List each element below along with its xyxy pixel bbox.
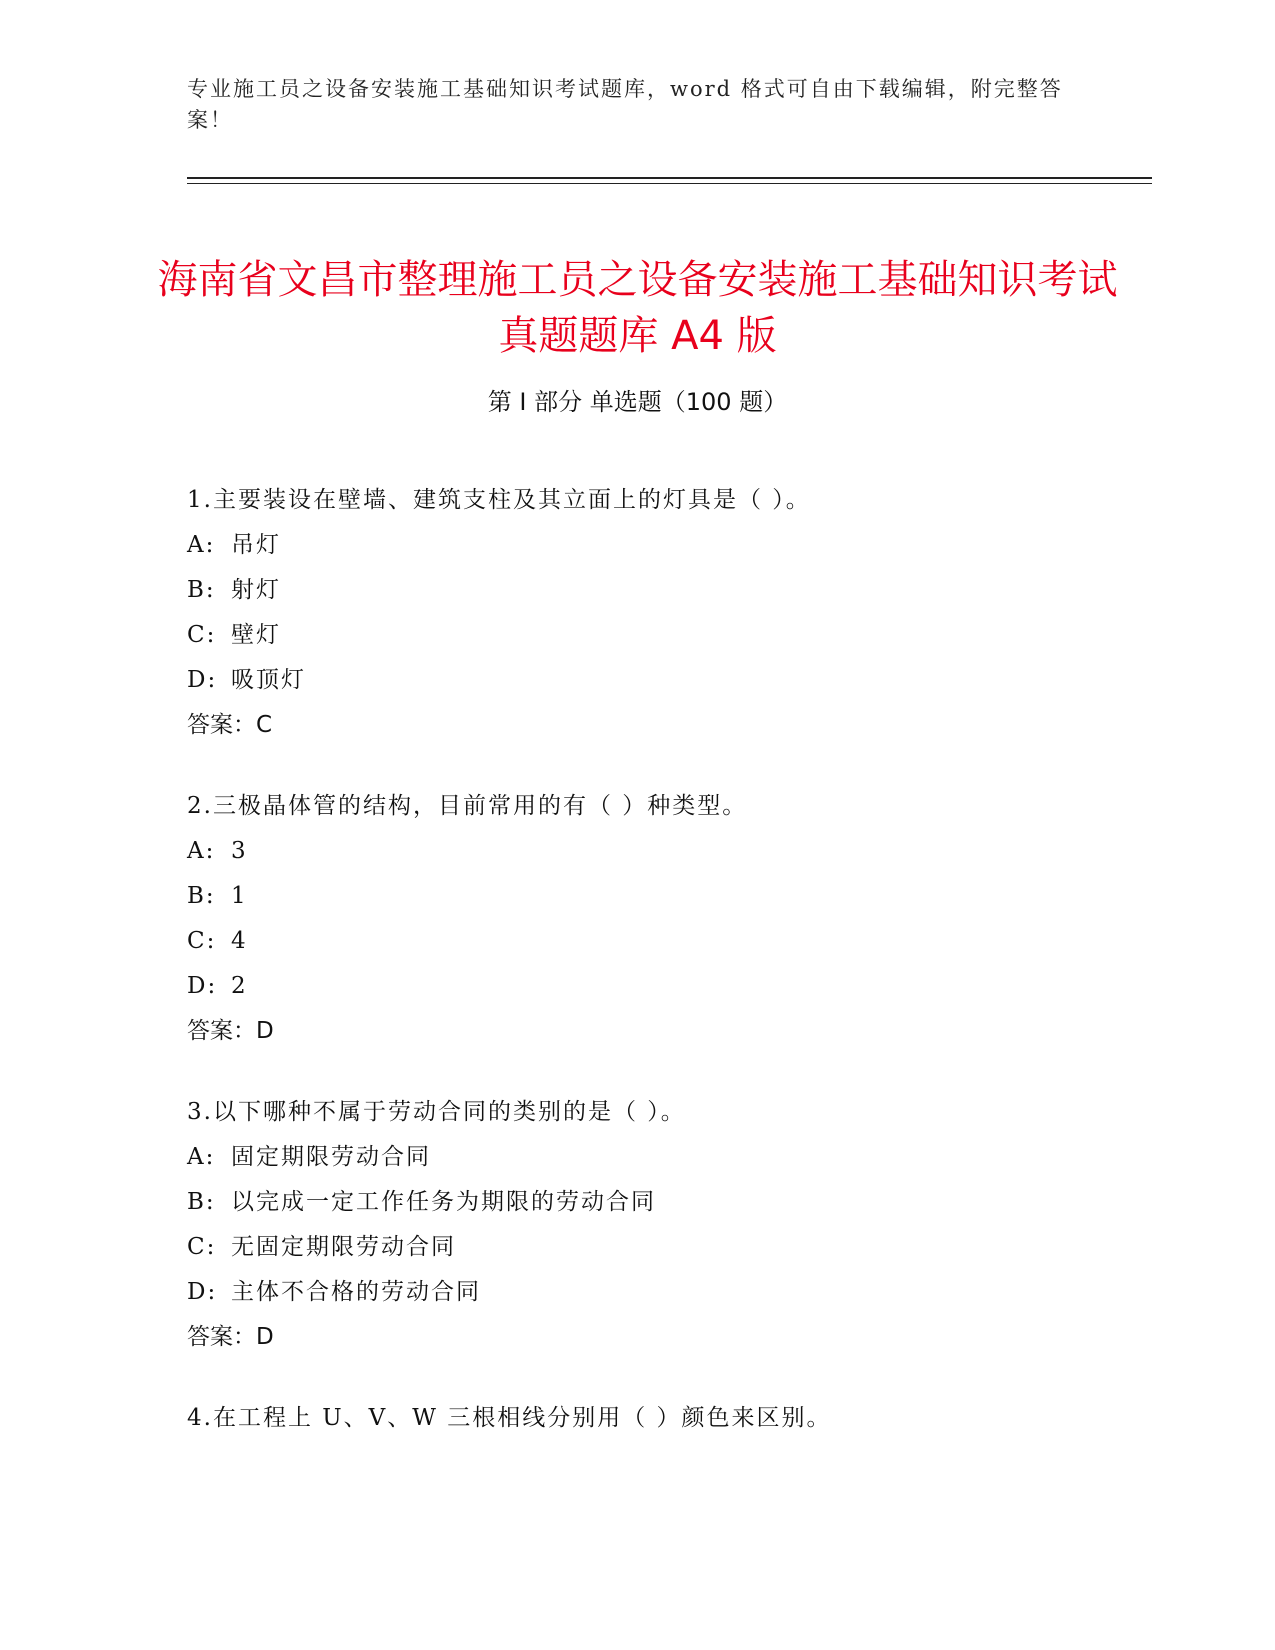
question-4 [187, 1396, 1147, 1441]
option-d [187, 964, 1147, 1009]
option-letter: A: [187, 1144, 216, 1170]
option-text: 固定期限劳动合同 [231, 1144, 431, 1170]
question-list [187, 478, 1147, 1477]
option-text: 主体不合格的劳动合同 [231, 1279, 481, 1305]
question-stem: 4.在工程上 U、V、W 三根相线分别用（ ）颜色来区别。 [187, 1405, 832, 1431]
option-b [187, 1180, 1147, 1225]
option-letter: C: [187, 928, 217, 954]
option-text: 4 [231, 928, 248, 954]
option-a [187, 523, 1147, 568]
header-divider-thick [187, 177, 1152, 179]
option-letter: A: [187, 838, 216, 864]
option-letter: B: [187, 883, 216, 909]
answer: 答案：D [187, 1324, 274, 1350]
option-text: 2 [231, 973, 248, 999]
section-title: 第 I 部分 单选题（100 题） [487, 388, 788, 416]
option-text: 壁灯 [231, 622, 281, 648]
option-a [187, 829, 1147, 874]
option-text: 吊灯 [231, 532, 281, 558]
document-title: 海南省文昌市整理施工员之设备安装施工基础知识考试真题题库 A4 版 [157, 256, 1118, 359]
question-stem: 3.以下哪种不属于劳动合同的类别的是（ ）。 [187, 1099, 686, 1125]
option-text: 1 [231, 883, 248, 909]
question-stem: 1.主要装设在壁墙、建筑支柱及其立面上的灯具是（ ）。 [187, 487, 811, 513]
option-letter: B: [187, 1189, 216, 1215]
option-text: 射灯 [231, 577, 281, 603]
option-letter: C: [187, 622, 217, 648]
option-c [187, 1225, 1147, 1270]
option-c [187, 919, 1147, 964]
option-letter: A: [187, 532, 216, 558]
option-text: 3 [231, 838, 248, 864]
option-a [187, 1135, 1147, 1180]
question-1 [187, 478, 1147, 748]
option-d [187, 658, 1147, 703]
option-letter: D: [187, 667, 218, 693]
option-letter: D: [187, 973, 218, 999]
option-c [187, 613, 1147, 658]
option-text: 无固定期限劳动合同 [231, 1234, 456, 1260]
option-d [187, 1270, 1147, 1315]
answer: 答案：C [187, 712, 273, 738]
question-3 [187, 1090, 1147, 1360]
option-letter: B: [187, 577, 216, 603]
option-b [187, 874, 1147, 919]
option-text: 吸顶灯 [231, 667, 306, 693]
header-divider-thin [187, 183, 1152, 184]
option-letter: C: [187, 1234, 217, 1260]
option-letter: D: [187, 1279, 218, 1305]
answer: 答案：D [187, 1018, 274, 1044]
header-note: 专业施工员之设备安装施工基础知识考试题库，word 格式可自由下载编辑，附完整答案！ [187, 77, 1063, 132]
option-b [187, 568, 1147, 613]
option-text: 以完成一定工作任务为期限的劳动合同 [231, 1189, 656, 1215]
question-stem: 2.三极晶体管的结构，目前常用的有（ ）种类型。 [187, 793, 748, 819]
question-2 [187, 784, 1147, 1054]
